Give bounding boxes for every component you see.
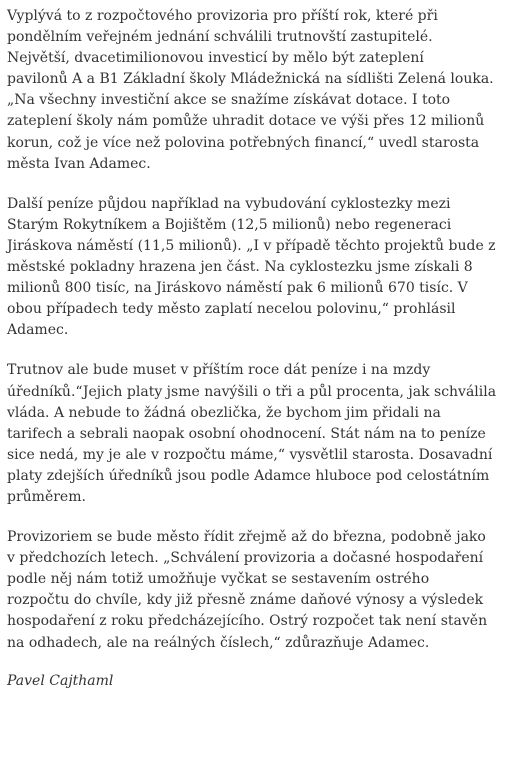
text-line: Jiráskova náměstí (11,5 milionů). „I v případě těchto projektů bude z — [7, 237, 496, 254]
text-line: Největší, dvacetimilionovou investicí by mělo být zateplení — [7, 50, 424, 67]
text-line: úředníků.“Jejich platy jsme navýšili o tři a půl procenta, jak schválila — [7, 383, 497, 400]
text-line: na odhadech, ale na reálných číslech,“ zdůrazňuje Adamec. — [7, 634, 430, 651]
text-line: Trutnov ale bude muset v příštím roce dát peníze i na mzdy — [7, 362, 431, 379]
text-line: Adamec. — [7, 322, 69, 339]
text-line: podle něj nám totiž umožňuje vyčkat se sestavením ostrého — [7, 571, 430, 588]
text-line: rozpočtu do chvíle, kdy již přesně známe daňové výnosy a výsledek — [7, 592, 484, 609]
text-line: v předchozích letech. „Schválení provizoria a dočasné hospodaření — [7, 550, 484, 567]
text-line: korun, což je více než polovina potřebných financí,“ uvedl starosta — [7, 134, 480, 151]
author-name: Pavel Cajthaml — [7, 672, 114, 689]
text-line: Provizoriem se bude město řídit zřejmě až do března, podobně jako — [7, 529, 486, 546]
text-line: tarifech a sebrali naopak osobní ohodnocení. Stát nám na to peníze — [7, 425, 486, 442]
text-line: „Na všechny investiční akce se snažíme získávat dotace. I toto — [7, 92, 451, 109]
text-line: městské pokladny hrazena jen část. Na cyklostezku jsme získali 8 — [7, 259, 473, 276]
text-line: Vyplývá to z rozpočtového provizoria pro příští rok, které při — [7, 8, 438, 24]
text-line: sice nedá, my je ale v rozpočtu máme,“ vysvětlil starosta. Dosavadní — [7, 446, 493, 463]
text-line: milionů 800 tisíc, na Jiráskovo náměstí pak 6 milionů 670 tisíc. V — [7, 280, 468, 297]
text-line: hospodaření z roku předcházejícího. Ostrý rozpočet tak není stavěn — [7, 613, 488, 630]
text-line: pavilonů A a B1 Základní školy Mládežnická na sídlišti Zelená louka. — [7, 71, 494, 88]
text-line: pondělním veřejném jednání schválili trutnovští zastupitelé. — [7, 29, 433, 46]
article-body — [7, 6, 500, 692]
text-line: Další peníze půjdou například na vybudování cyklostezky mezi — [7, 195, 451, 212]
paragraph-1 — [7, 6, 500, 175]
text-line: obou případech tedy město zaplatí necelou polovinu,“ prohlásil — [7, 301, 456, 318]
paragraph-4 — [7, 527, 500, 654]
text-line: Starým Rokytníkem a Bojištěm (12,5 milionů) nebo regeneraci — [7, 216, 452, 233]
paragraph-2 — [7, 194, 500, 342]
text-line: průměrem. — [7, 488, 86, 505]
text-line: platy zdejších úředníků jsou podle Adamce hluboce pod celostátním — [7, 467, 490, 484]
text-line: zateplení školy nám pomůže uhradit dotace ve výši přes 12 milionů — [7, 113, 485, 130]
text-line: vláda. A nebude to žádná obezlička, že bychom jim přidali na — [7, 404, 441, 421]
text-line: města Ivan Adamec. — [7, 155, 151, 172]
paragraph-3 — [7, 360, 500, 508]
